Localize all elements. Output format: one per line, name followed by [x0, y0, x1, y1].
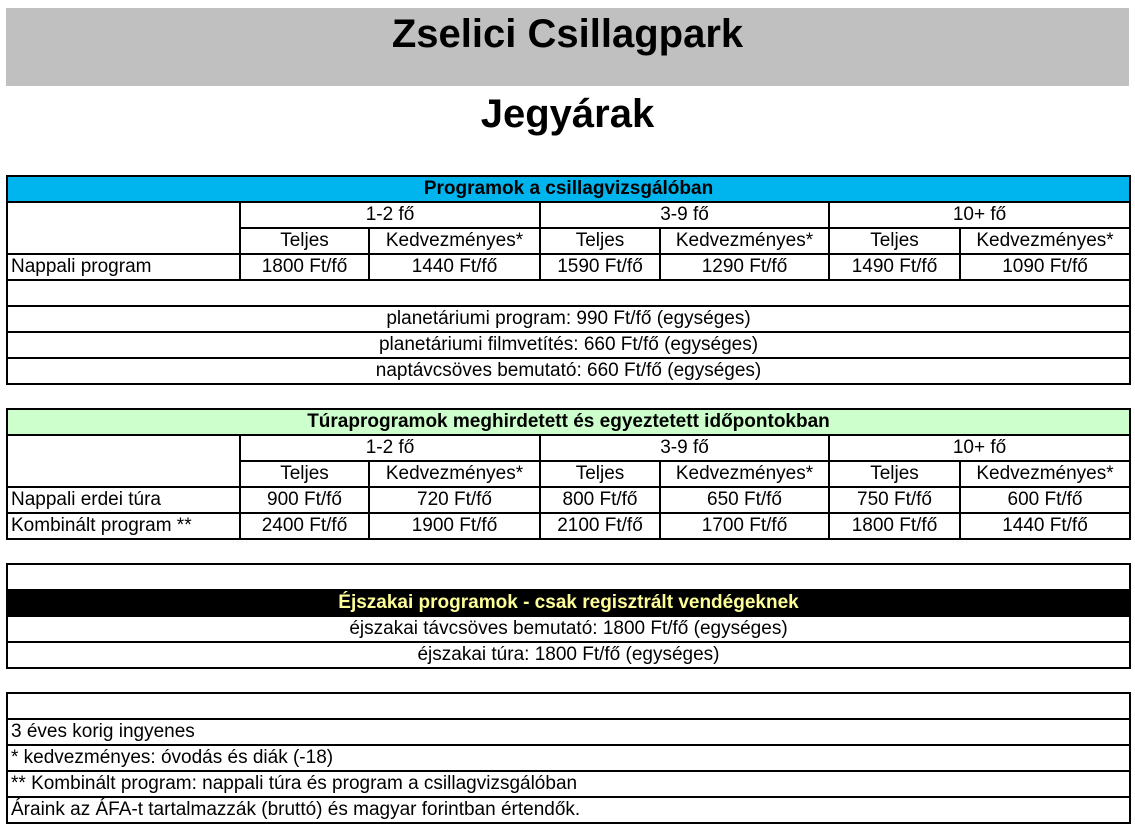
- price-cell: 1440 Ft/fő: [960, 513, 1130, 539]
- type-header-discount: Kedvezményes*: [369, 461, 540, 487]
- section-header-observatory: Programok a csillagvizsgálóban: [7, 176, 1130, 202]
- price-cell: 1800 Ft/fő: [829, 513, 960, 539]
- empty-corner-cell: [7, 202, 240, 254]
- footnotes-table: [6, 692, 1131, 824]
- table-row: [7, 487, 1130, 513]
- footnote-discount: * kedvezményes: óvodás és diák (-18): [7, 745, 1130, 771]
- tour-programs-table: [6, 408, 1131, 540]
- table-row: [7, 513, 1130, 539]
- empty-row: [7, 564, 1130, 590]
- table-row: [7, 254, 1130, 280]
- group-header-3-9: 3-9 fő: [540, 202, 829, 228]
- note-solar-telescope: naptávcsöves bemutató: 660 Ft/fő (egységes): [7, 358, 1130, 384]
- note-night-tour: éjszakai túra: 1800 Ft/fő (egységes): [7, 642, 1130, 668]
- footnote-combined: ** Kombinált program: nappali túra és program a csillagvizsgálóban: [7, 771, 1130, 797]
- section-header-night: Éjszakai programok - csak regisztrált vendégeknek: [7, 590, 1130, 616]
- note-planetarium-film: planetáriumi filmvetítés: 660 Ft/fő (egységes): [7, 332, 1130, 358]
- type-header-full: Teljes: [829, 461, 960, 487]
- price-cell: 1700 Ft/fő: [660, 513, 829, 539]
- price-cell: 1290 Ft/fő: [660, 254, 829, 280]
- price-cell: 2100 Ft/fő: [540, 513, 660, 539]
- group-header-10plus: 10+ fő: [829, 435, 1130, 461]
- observatory-programs-table: [6, 175, 1131, 385]
- type-header-full: Teljes: [240, 461, 369, 487]
- type-header-full: Teljes: [240, 228, 369, 254]
- group-header-3-9: 3-9 fő: [540, 435, 829, 461]
- note-night-telescope: éjszakai távcsöves bemutató: 1800 Ft/fő (egységes): [7, 616, 1130, 642]
- type-header-discount: Kedvezményes*: [660, 228, 829, 254]
- type-header-discount: Kedvezményes*: [369, 228, 540, 254]
- price-cell: 900 Ft/fő: [240, 487, 369, 513]
- type-header-full: Teljes: [829, 228, 960, 254]
- price-cell: 800 Ft/fő: [540, 487, 660, 513]
- group-header-1-2: 1-2 fő: [240, 435, 540, 461]
- row-label: Nappali erdei túra: [7, 487, 240, 513]
- footnote-free-under-3: 3 éves korig ingyenes: [7, 719, 1130, 745]
- empty-row: [7, 280, 1130, 306]
- price-cell: 1800 Ft/fő: [240, 254, 369, 280]
- type-header-discount: Kedvezményes*: [960, 228, 1130, 254]
- price-cell: 600 Ft/fő: [960, 487, 1130, 513]
- empty-row: [7, 693, 1130, 719]
- empty-corner-cell: [7, 435, 240, 487]
- price-cell: 1900 Ft/fő: [369, 513, 540, 539]
- group-header-1-2: 1-2 fő: [240, 202, 540, 228]
- price-cell: 1590 Ft/fő: [540, 254, 660, 280]
- group-header-10plus: 10+ fő: [829, 202, 1130, 228]
- row-label: Kombinált program **: [7, 513, 240, 539]
- type-header-discount: Kedvezményes*: [960, 461, 1130, 487]
- type-header-full: Teljes: [540, 461, 660, 487]
- type-header-full: Teljes: [540, 228, 660, 254]
- section-header-tours: Túraprogramok meghirdetett és egyeztetett időpontokban: [7, 409, 1130, 435]
- price-cell: 750 Ft/fő: [829, 487, 960, 513]
- night-programs-table: [6, 563, 1131, 669]
- price-cell: 2400 Ft/fő: [240, 513, 369, 539]
- price-cell: 1440 Ft/fő: [369, 254, 540, 280]
- row-label: Nappali program: [7, 254, 240, 280]
- price-cell: 720 Ft/fő: [369, 487, 540, 513]
- note-planetarium-program: planetáriumi program: 990 Ft/fő (egységes): [7, 306, 1130, 332]
- footnote-vat: Áraink az ÁFA-t tartalmazzák (bruttó) és magyar forintban értendők.: [7, 797, 1130, 823]
- price-cell: 650 Ft/fő: [660, 487, 829, 513]
- page-title: Zselici Csillagpark: [6, 8, 1129, 86]
- page-subtitle: Jegyárak: [480, 92, 655, 136]
- price-cell: 1090 Ft/fő: [960, 254, 1130, 280]
- price-cell: 1490 Ft/fő: [829, 254, 960, 280]
- type-header-discount: Kedvezményes*: [660, 461, 829, 487]
